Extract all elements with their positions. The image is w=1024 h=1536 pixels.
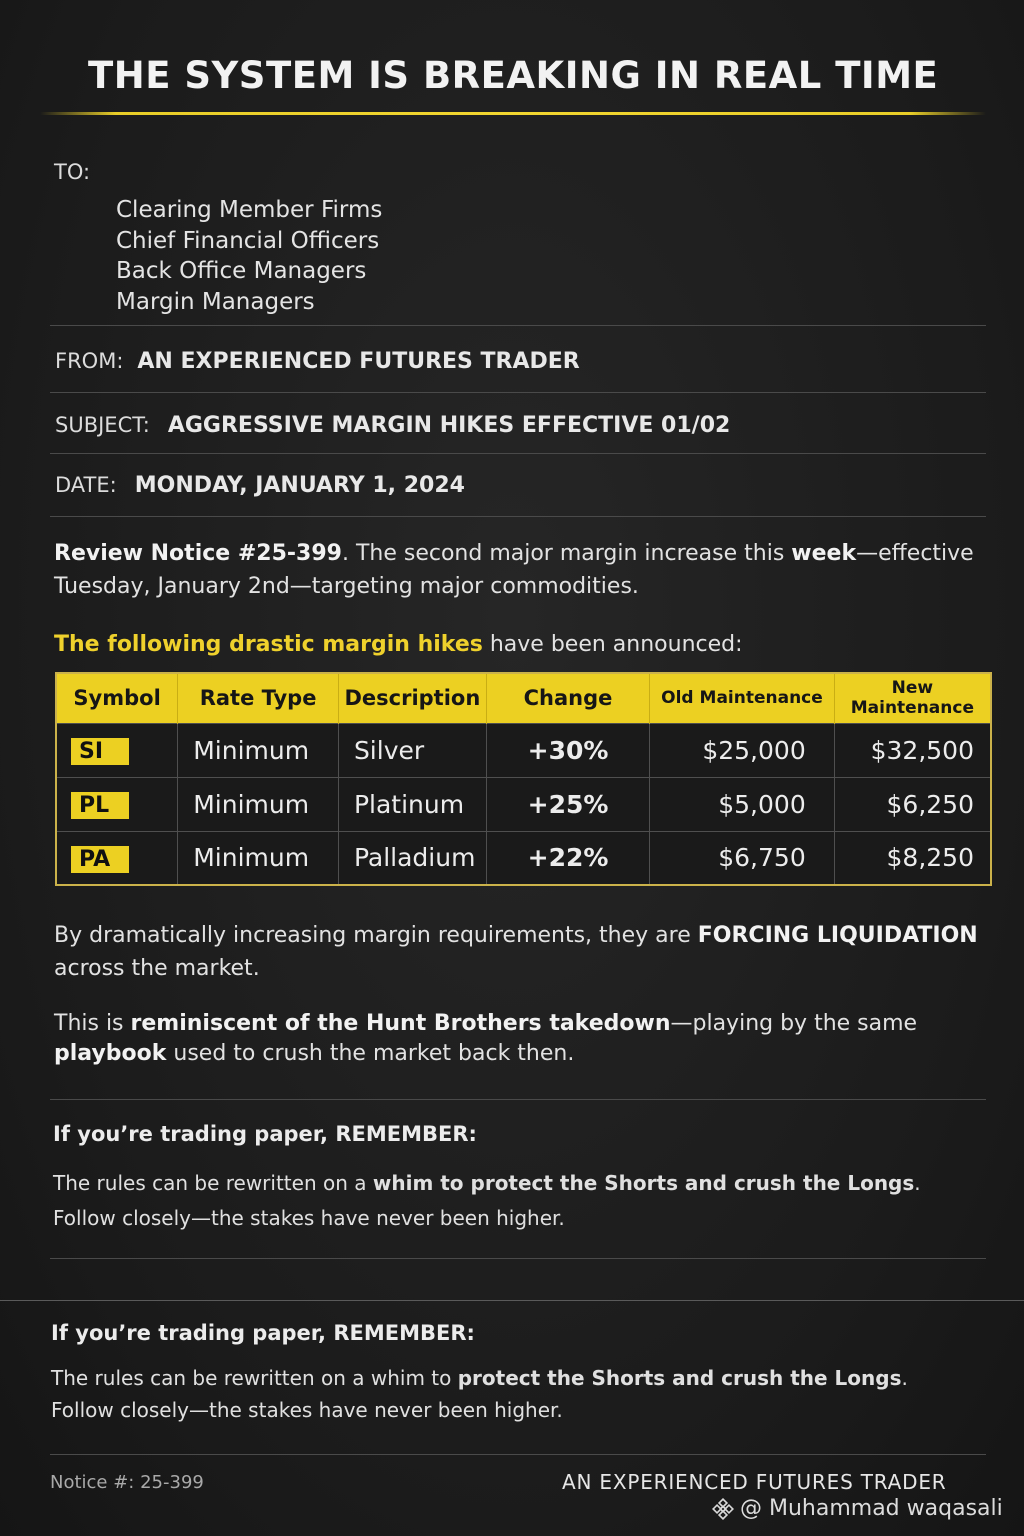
- remember-line: [53, 1166, 993, 1201]
- remember-line-text: .: [901, 1366, 908, 1390]
- paragraph-emphasis: FORCING LIQUIDATION: [697, 923, 978, 948]
- paragraph-emphasis: reminiscent of the Hunt Brothers takedown: [130, 1011, 671, 1036]
- announcement-highlight: The following drastic margin hikes: [54, 632, 483, 657]
- title-underline: [40, 112, 986, 115]
- intro-text: . The second major margin increase this: [341, 541, 792, 566]
- divider: [50, 1258, 986, 1259]
- divider: [50, 325, 986, 326]
- remember-line-text: The rules can be rewritten on a whim to: [51, 1366, 458, 1390]
- paragraph-emphasis: playbook: [54, 1041, 167, 1066]
- rate-type-cell: Minimum: [178, 777, 339, 831]
- intro-emphasis: week: [791, 541, 857, 566]
- remember-text: [51, 1362, 991, 1426]
- footer-author: AN EXPERIENCED FUTURES TRADER: [562, 1470, 947, 1494]
- divider: [50, 1454, 986, 1455]
- column-header-old-maintenance: Old Maintenance: [650, 673, 835, 723]
- symbol-cell: [56, 831, 178, 885]
- column-header-description: Description: [338, 673, 486, 723]
- divider: [0, 1300, 1024, 1301]
- recipient-list: [116, 195, 382, 317]
- table-row: [56, 777, 991, 831]
- change-cell: +22%: [486, 831, 649, 885]
- table-row: [56, 723, 991, 777]
- divider: [50, 392, 986, 393]
- remember-heading: If you’re trading paper, REMEMBER:: [51, 1321, 475, 1345]
- symbol-badge: PL: [71, 792, 129, 819]
- symbol-badge: PA: [71, 846, 129, 873]
- intro-text: —effective Tuesday, January 2nd—targeting major commodities.: [54, 541, 974, 599]
- notice-number: Notice #: 25-399: [50, 1472, 204, 1493]
- column-header-new-maintenance: New Maintenance: [834, 673, 991, 723]
- date-label: DATE:: [55, 473, 117, 497]
- divider: [50, 453, 986, 454]
- symbol-badge: SI: [71, 738, 129, 765]
- from-line: [55, 349, 580, 374]
- remember-line: Follow closely—the stakes have never been higher.: [51, 1398, 563, 1422]
- watermark-text: @ Muhammad waqasali: [740, 1496, 1003, 1521]
- divider: [50, 516, 986, 517]
- recipient: Clearing Member Firms: [116, 197, 383, 223]
- binance-logo-icon: [712, 1498, 734, 1520]
- new-maintenance-cell: $32,500: [834, 723, 991, 777]
- description-cell: Platinum: [338, 777, 486, 831]
- table-header-row: [56, 673, 991, 723]
- recipient: Margin Managers: [116, 288, 315, 315]
- remember-line: Follow closely—the stakes have never been higher.: [53, 1206, 565, 1230]
- new-maintenance-cell: $6,250: [834, 777, 991, 831]
- remember-line: [51, 1362, 991, 1394]
- subject-value: AGGRESSIVE MARGIN HIKES EFFECTIVE 01/02: [167, 413, 731, 438]
- from-value: AN EXPERIENCED FUTURES TRADER: [137, 349, 580, 374]
- margin-hikes-table: [55, 672, 992, 886]
- remember-text: [53, 1166, 993, 1236]
- date-line: [55, 473, 465, 498]
- remember-emphasis: whim to protect the Shorts and crush the Longs: [372, 1171, 915, 1195]
- table-row: [56, 831, 991, 885]
- to-label: TO:: [54, 160, 91, 184]
- paragraph-text: This is: [54, 1011, 131, 1036]
- column-header-symbol: Symbol: [56, 673, 178, 723]
- description-cell: Silver: [338, 723, 486, 777]
- old-maintenance-cell: $5,000: [650, 777, 835, 831]
- change-cell: +30%: [486, 723, 649, 777]
- symbol-cell: [56, 723, 178, 777]
- notice-reference: Review Notice #25-399: [54, 541, 342, 566]
- from-label: FROM:: [55, 349, 124, 373]
- recipient: Back Office Managers: [116, 258, 367, 284]
- date-value: MONDAY, JANUARY 1, 2024: [134, 473, 465, 498]
- change-cell: +25%: [486, 777, 649, 831]
- column-header-rate-type: Rate Type: [178, 673, 339, 723]
- announcement-text: have been announced:: [482, 632, 743, 657]
- subject-label: SUBJECT:: [55, 413, 150, 437]
- paragraph-text: used to crush the market back then.: [166, 1041, 575, 1066]
- old-maintenance-cell: $25,000: [650, 723, 835, 777]
- recipient: Chief Financial Officers: [116, 227, 380, 254]
- announcement-line: [54, 628, 984, 661]
- liquidation-paragraph: [54, 919, 994, 985]
- page-title: THE SYSTEM IS BREAKING IN REAL TIME: [88, 54, 939, 97]
- remember-line-text: .: [914, 1171, 921, 1195]
- intro-paragraph: [54, 537, 984, 603]
- rate-type-cell: Minimum: [178, 723, 339, 777]
- watermark: [712, 1496, 1003, 1521]
- rate-type-cell: Minimum: [178, 831, 339, 885]
- remember-emphasis: protect the Shorts and crush the Longs: [457, 1366, 902, 1390]
- hunt-brothers-paragraph: [54, 1009, 994, 1069]
- new-maintenance-cell: $8,250: [834, 831, 991, 885]
- paragraph-text: By dramatically increasing margin requirements, they are: [54, 923, 698, 948]
- old-maintenance-cell: $6,750: [650, 831, 835, 885]
- symbol-cell: [56, 777, 178, 831]
- column-header-change: Change: [486, 673, 649, 723]
- paragraph-text: across the market.: [54, 956, 260, 981]
- paragraph-text: —playing by the same: [670, 1011, 918, 1036]
- divider: [50, 1099, 986, 1100]
- remember-line-text: The rules can be rewritten on a: [53, 1171, 373, 1195]
- remember-heading: If you’re trading paper, REMEMBER:: [53, 1122, 477, 1146]
- subject-line: [55, 413, 730, 438]
- description-cell: Palladium: [338, 831, 486, 885]
